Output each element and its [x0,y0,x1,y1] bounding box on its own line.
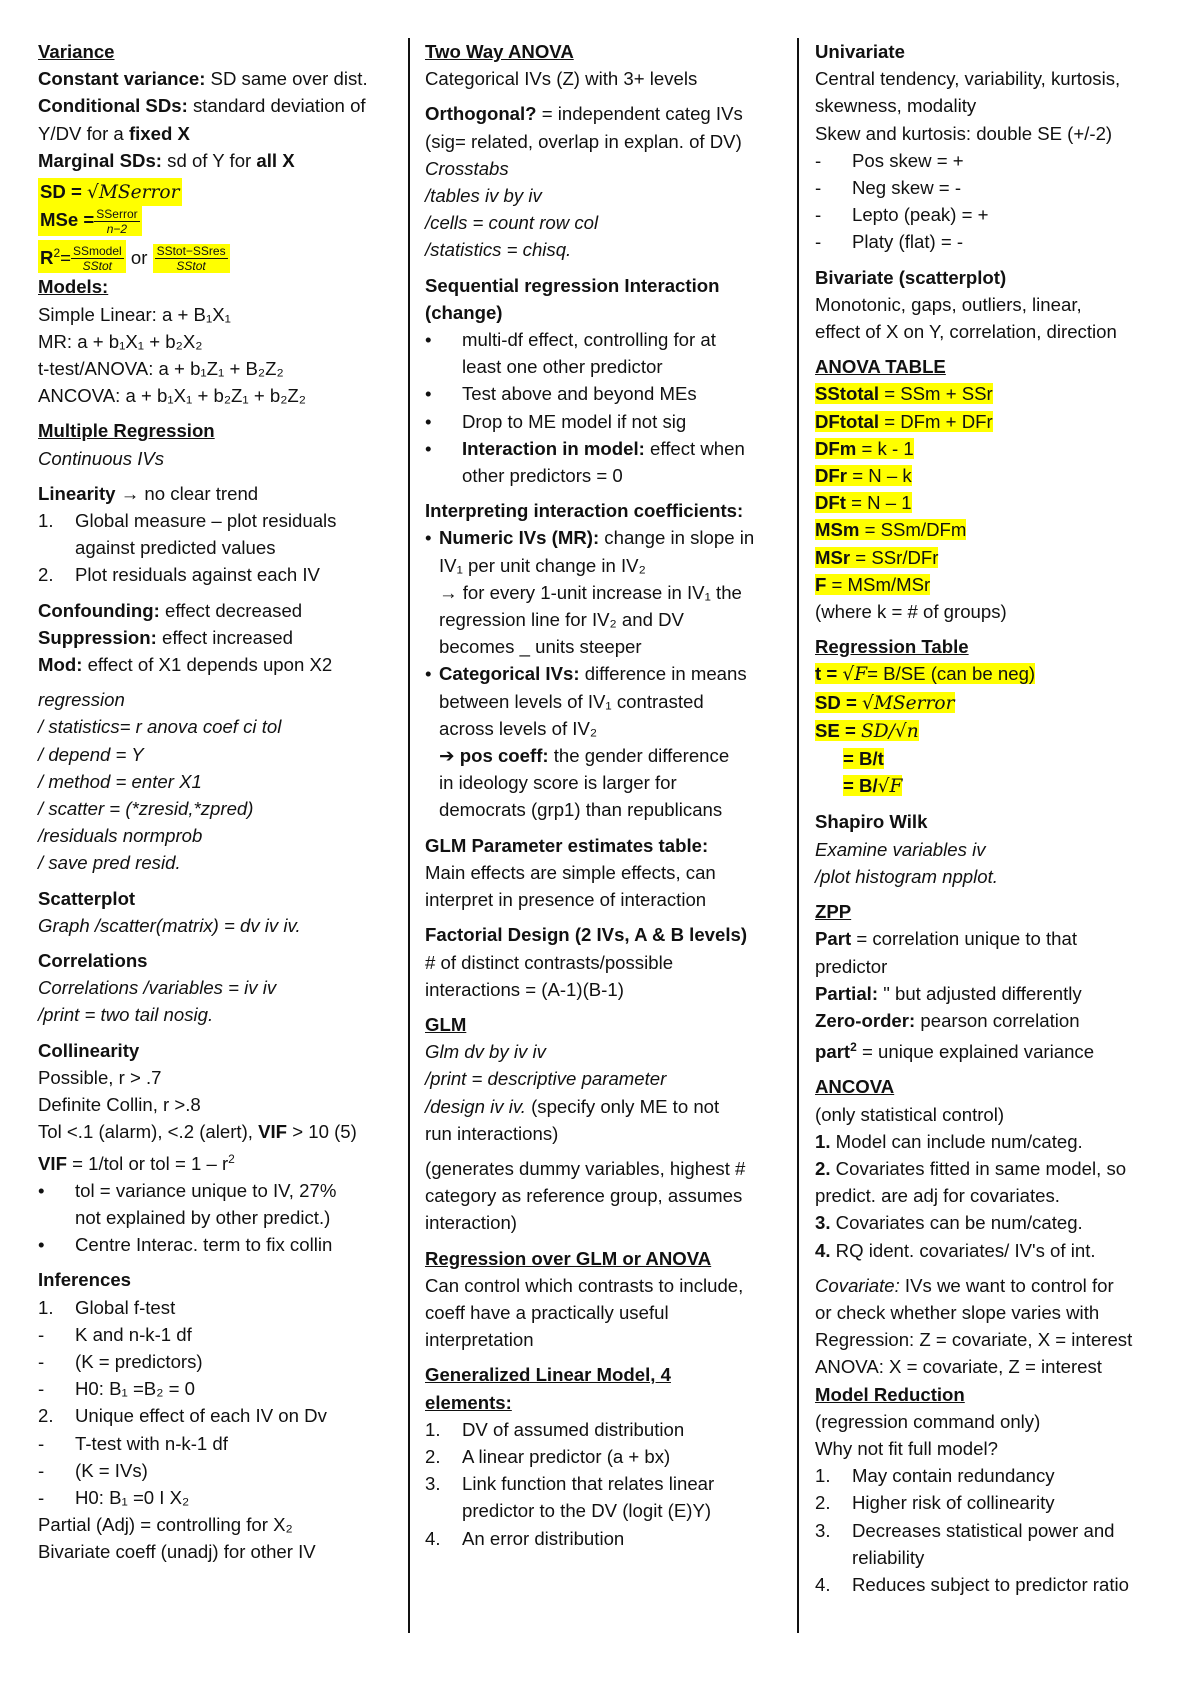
list-item: - K and n-k-1 df [38,1323,192,1345]
regression-t-formula: t = √F= B/SE (can be neg) [815,663,1036,686]
list-item: • Categorical IVs: difference in means between levels of IV₁ contrasted across levels of IV₂ ➔ pos coeff: the gender difference in ideology score is larger for democrats (grp1) than republicans [425,663,747,821]
collinearity-line: Definite Collin, r >.8 [38,1094,201,1116]
anova-row: DFtotal = DFm + DFr [815,410,993,432]
section-title-bivariate: Bivariate (scatterplot) [815,266,1007,288]
section-title-sequential-regression-2: (change) [425,301,503,323]
anova-note: (where k = # of groups) [815,601,1007,623]
section-title-regression-over-glm: Regression over GLM or ANOVA [425,1247,712,1269]
regression-se-formula-2: = B/t [843,748,884,770]
text-line: skewness, modality [815,95,977,117]
marginal-sds-line: Marginal SDs: sd of Y for all X [38,149,295,171]
list-item: • tol = variance unique to IV, 27% not explained by other predict.) [38,1179,337,1228]
column-divider-right [797,38,799,1633]
list-item: - Pos skew = + [815,149,964,171]
conditional-sds-line: Conditional SDs: standard deviation of [38,95,366,117]
r2-formula: $R^2=$ $\frac{\text{SSmodel}}{\text{SStot}}$ or $\frac{\text{SStot−SSres}}{\text{SStot}}$ [38,240,390,274]
syntax-line: Correlations /variables = iv iv [38,977,277,999]
section-title-collinearity: Collinearity [38,1039,140,1061]
text-line: interpretation [425,1329,534,1351]
syntax-line: / statistics= r anova coef ci tol [38,716,282,738]
model-line: t-test/ANOVA: a + b₁Z₁ + B₂Z₂ [38,358,284,380]
anova-row: SStotal = SSm + SSr [815,383,993,405]
orthogonal-line: Orthogonal? = independent categ IVs [425,103,743,125]
list-item: 2. Higher risk of collinearity [815,1492,1055,1514]
section-title-generalized-linear-model-2: elements: [425,1391,512,1413]
orthogonal-line-2: (sig= related, overlap in explan. of DV) [425,130,742,152]
section-title-shapiro-wilk: Shapiro Wilk [815,811,928,833]
conditional-sds-line-2: Y/DV for a fixed X [38,122,190,144]
text-line: category as reference group, assumes [425,1185,743,1207]
ancova-item: 2. Covariates fitted in same model, so [815,1157,1127,1179]
regression-se-formula-3: = B/√F [843,775,903,798]
list-item: - Platy (flat) = - [815,231,964,253]
part-squared-line: part$^2$ = unique explained variance [815,1040,1095,1063]
text-line: effect of X on Y, correlation, direction [815,321,1117,343]
text-line: # of distinct contrasts/possible [425,951,674,973]
moderation-line: Mod: effect of X1 depends upon X2 [38,654,333,676]
mse-formula: MSe = $\frac{\text{SSerror}}{n-2}$ [38,206,390,236]
section-title-sequential-regression: Sequential regression Interaction [425,274,720,296]
covariate-line: Covariate: IVs we want to control for [815,1274,1114,1296]
text-line: or check whether slope varies with [815,1301,1100,1323]
list-item: 1. Global measure – plot residuals against predicted values [38,510,337,559]
partial-line: Partial (Adj) = controlling for X₂ [38,1514,293,1536]
bivariate-line: Bivariate coeff (unadj) for other IV [38,1541,316,1563]
section-title-multiple-regression: Multiple Regression [38,420,215,442]
collinearity-line: Possible, r > .7 [38,1066,162,1088]
section-title-glm-parameter: GLM Parameter estimates table: [425,834,709,856]
column-1 [38,38,390,1566]
section-title-glm: GLM [425,1013,467,1035]
zero-order-line: Zero-order: pearson correlation [815,1009,1080,1031]
syntax-line: / depend = Y [38,743,144,765]
text-line: (regression command only) [815,1410,1041,1432]
section-title-interpreting-interaction: Interpreting interaction coefficients: [425,500,744,522]
constant-variance-line: Constant variance: SD same over dist. [38,68,368,90]
section-title-regression-table: Regression Table [815,636,969,658]
sd-formula: SD = √MSerror [38,178,390,206]
syntax-line: /tables iv by iv [425,185,542,207]
text-line: run interactions) [425,1122,559,1144]
section-title-inferences: Inferences [38,1269,132,1291]
regression-sd-formula: SD = √MSerror [815,691,955,714]
tol-line: Tol <.1 (alarm), <.2 (alert), VIF > 10 (5) [38,1121,357,1143]
text-line: Central tendency, variability, kurtosis, [815,68,1121,90]
syntax-line: Crosstabs [425,157,509,179]
anova-row: DFt = N – 1 [815,492,912,514]
section-title-univariate: Univariate [815,41,905,62]
text-line: Why not fit full model? [815,1437,998,1459]
model-line: ANCOVA: a + b₁X₁ + b₂Z₁ + b₂Z₂ [38,385,307,407]
list-item: • Centre Interac. term to fix collin [38,1234,333,1256]
regression-se-formula: SE = SD/√n [815,719,919,742]
text-line: interaction) [425,1212,517,1234]
vif-line: VIF = 1/tol or tol = $1 - r^2$ [38,1151,235,1174]
text-line: interactions = (A-1)(B-1) [425,978,624,1000]
list-item: 4. An error distribution [425,1527,625,1549]
section-title-scatterplot: Scatterplot [38,887,136,909]
column-2 [425,38,780,1552]
section-title-ancova: ANCOVA [815,1076,895,1098]
two-way-text: Categorical IVs (Z) with 3+ levels [425,68,698,90]
ancova-item: 4. RQ ident. covariates/ IV's of int. [815,1239,1096,1261]
section-title-model-reduction: Model Reduction [815,1383,965,1405]
syntax-line: /plot histogram npplot. [815,865,998,887]
syntax-line: regression [38,689,125,711]
syntax-line: /residuals normprob [38,825,203,847]
list-item: - Lepto (peak) = + [815,204,989,226]
text-line: Can control which contrasts to include, [425,1274,744,1296]
list-item: 2. A linear predictor (a + bx) [425,1445,671,1467]
syntax-line: /cells = count row col [425,212,599,234]
model-line: Simple Linear: a + B₁X₁ [38,303,231,325]
list-item: • Numeric IVs (MR): change in slope in IV₁ per unit change in IV₂ → for every 1-unit increase in IV₁ the regression line for IV₂ and DV becomes _ units steeper [425,527,755,658]
list-item: - Neg skew = - [815,177,962,199]
text-line: coeff have a practically useful [425,1301,669,1323]
list-item: - (K = predictors) [38,1350,203,1372]
section-title-two-way-anova: Two Way ANOVA [425,41,574,62]
section-title-generalized-linear-model: Generalized Linear Model, 4 [425,1364,671,1386]
syntax-line: Glm dv by iv iv [425,1041,546,1063]
text-line: Main effects are simple effects, can [425,861,716,883]
section-title-factorial-design: Factorial Design (2 IVs, A & B levels) [425,924,748,946]
list-item: 2. Unique effect of each IV on Dv [38,1405,327,1427]
ancova-item: 1. Model can include num/categ. [815,1130,1083,1152]
list-item: • Test above and beyond MEs [425,383,697,405]
section-title-models: Models: [38,276,109,298]
text-line: predictor [815,955,888,977]
syntax-line: /statistics = chisq. [425,239,572,261]
list-item: • multi-df effect, controlling for at least one other predictor [425,329,716,378]
list-item: - H0: B₁ =0 I X₂ [38,1486,190,1508]
syntax-line: / save pred resid. [38,852,181,874]
suppression-line: Suppression: effect increased [38,626,293,648]
list-item: 3. Link function that relates linear predictor to the DV (logit (E)Y) [425,1473,715,1522]
list-item: - T-test with n-k-1 df [38,1432,228,1454]
anova-row: DFr = N – k [815,465,912,487]
section-title-variance: Variance [38,41,115,62]
section-title-anova-table: ANOVA TABLE [815,356,946,378]
syntax-line: Graph /scatter(matrix) = dv iv iv. [38,914,301,936]
list-item: 1. May contain redundancy [815,1465,1055,1487]
text-line: ANOVA: X = covariate, Z = interest [815,1356,1102,1378]
syntax-line: /print = two tail nosig. [38,1004,214,1026]
text-line: Regression: Z = covariate, X = interest [815,1329,1133,1351]
syntax-line: /print = descriptive parameter [425,1068,667,1090]
list-item: • Drop to ME model if not sig [425,410,687,432]
partial-line: Partial: " but adjusted differently [815,982,1082,1004]
ancova-item-cont: predict. are adj for covariates. [815,1185,1060,1207]
column-divider-left [408,38,410,1633]
list-item: 3. Decreases statistical power and reliability [815,1519,1115,1568]
ancova-item: 3. Covariates can be num/categ. [815,1212,1083,1234]
mr-subtitle: Continuous IVs [38,447,165,469]
list-item: 1. DV of assumed distribution [425,1418,685,1440]
anova-row: DFm = k - 1 [815,437,914,459]
text-line: interpret in presence of interaction [425,889,707,911]
list-item: 2. Plot residuals against each IV [38,564,320,586]
model-line: MR: a + b₁X₁ + b₂X₂ [38,330,203,352]
section-title-zpp: ZPP [815,901,852,923]
anova-row: F = MSm/MSr [815,573,931,595]
glm-design-line: /design iv iv. (specify only ME to not [425,1095,720,1117]
text-line: Skew and kurtosis: double SE (+/-2) [815,122,1113,144]
anova-row: MSr = SSr/DFr [815,546,939,568]
confounding-line: Confounding: effect decreased [38,599,303,621]
list-item: • Interaction in model: effect when other predictors = 0 [425,437,745,487]
text-line: Monotonic, gaps, outliers, linear, [815,293,1082,315]
list-item: 4. Reduces subject to predictor ratio [815,1573,1129,1595]
syntax-line: / scatter = (*zresid,*zpred) [38,798,254,820]
list-item: - (K = IVs) [38,1459,148,1481]
text-line: (generates dummy variables, highest # [425,1157,746,1179]
anova-row: MSm = SSm/DFm [815,519,967,541]
linearity-line: Linearity → no clear trend [38,482,259,504]
ancova-subtitle: (only statistical control) [815,1103,1005,1125]
section-title-correlations: Correlations [38,950,148,972]
syntax-line: Examine variables iv [815,838,986,860]
part-line: Part = correlation unique to that [815,928,1078,950]
list-item: 1. Global f-test [38,1296,176,1318]
column-3 [815,38,1170,1598]
syntax-line: / method = enter X1 [38,770,202,792]
list-item: - H0: B₁ =B₂ = 0 [38,1378,195,1400]
